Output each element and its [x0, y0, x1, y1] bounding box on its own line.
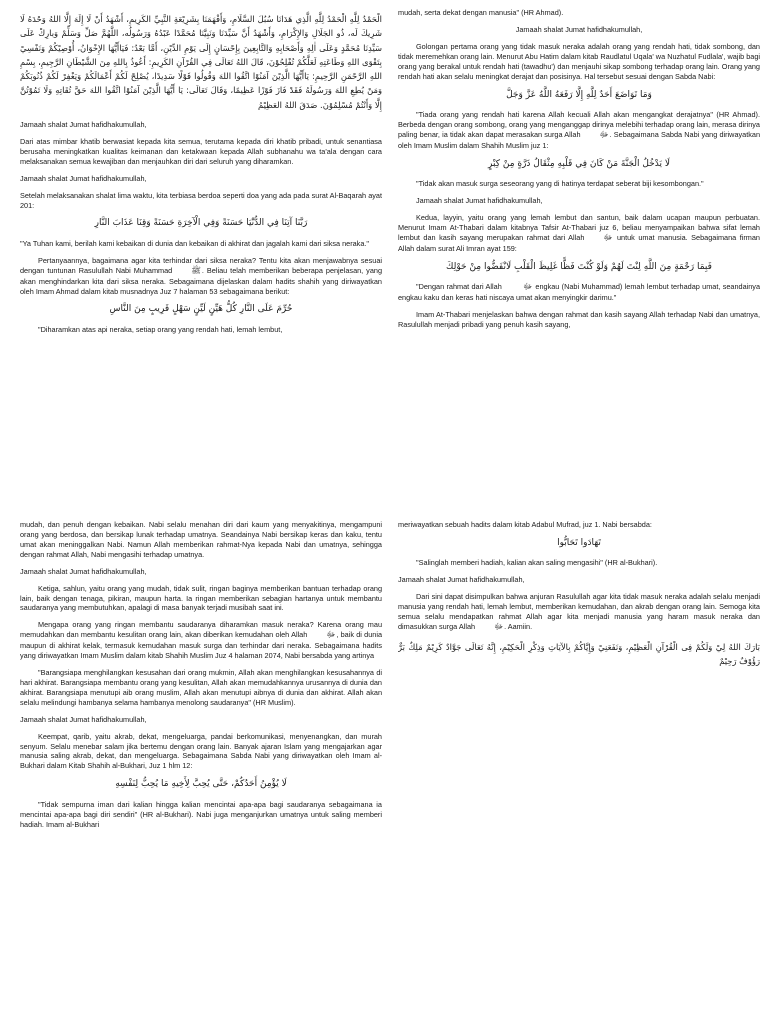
greeting: Jamaah shalat Jumat hafidhakumullah,: [20, 173, 147, 183]
paragraph: [20, 256, 382, 297]
swt-symbol: ﷻ: [326, 630, 336, 640]
paragraph-text: untuk umat manusia. Sebagaimana firman Allah dalam surat Ali Imran ayat 159:: [398, 232, 760, 253]
page-bottom-right: [398, 520, 760, 1016]
paragraph: meriwayatkan sebuah hadits dalam kitab Adabul Mufrad, juz 1. Nabi bersabda:: [398, 520, 652, 529]
arabic-hadith: تَهَادَوا تَحَابُّوا: [557, 537, 601, 548]
quote-translation: "Barangsiapa menghilangkan kesusahan dari orang mukmin, Allah akan menghilangkan kesusahannya di hari akhirat. Barangsiapa membantu orang yang kesulitan, Allah akan memudahkannya urusannya di dunia dan akhirat. Barangsiapa menutupi aib orang muslim, Allah akan menutupi aibnya di dunia dan akhirat. Allah akan selalu melindungi hambanya selama hambanya menolong saudaranya" (HR Muslim).: [20, 668, 382, 707]
paragraph: Golongan pertama orang yang tidak masuk neraka adalah orang yang rendah hati, tidak sombong, dan tidak meremehkan orang lain. Menurut Abu Hatim dalam kitab Raudlatul Uqala' wa Nuzhatul Fudlala', wajib bagi orang yang berakal untuk rendah hati (tawadhu') dan menjauhi sikap sombong terhadap orang lain. Orang yang rendah hati akan selalu meningkat derajat dan posisinya. Hal tersebut sesuai dengan Sabda Nabi:: [398, 41, 760, 81]
paragraph: Ketiga, sahlun, yaitu orang yang mudah, tidak sulit, ringan baginya memberikan bantuan terhadap orang lain, baik dengan tenaga, pikiran, maupun harta. Ia ringan memberikan sebagian hartanya untuk membantu saudaranya yang membutuhkan, apalagi di masa banyak terjadi musibah saat ini.: [20, 583, 382, 613]
paragraph-text: Mengapa orang yang ringan membantu saudaranya diharamkan masuk neraka? Karena orang mau memudahkan dan membantu kesulitan orang lain, akan diberikan kemudahan oleh Allah: [20, 620, 382, 640]
paragraph: [20, 620, 382, 661]
greeting: Jamaah shalat Jumat hafidhakumullah,: [20, 119, 147, 129]
arabic-hadith: لَا يُؤْمِنُ أَحَدُكُمْ، حَتَّى يُحِبَّ لِأَخِيهِ مَا يُحِبُّ لِنَفْسِهِ: [115, 779, 287, 790]
quote-translation: "Ya Tuhan kami, berilah kami kebaikan di dunia dan kebaikan di akhirat dan jagalah kami dari siksa neraka.": [20, 238, 370, 248]
quote-translation: [398, 110, 760, 151]
paragraph: [398, 213, 760, 254]
page-top-right: [398, 8, 760, 498]
paragraph: mudah, serta dekat dengan manusia" (HR Ahmad).: [398, 8, 564, 17]
swt-symbol: ﷻ: [494, 622, 504, 632]
paragraph: Imam At-Thabari menjelaskan bahwa dengan rahmat dan kasih sayang Allah terhadap Nabi dan umatnya, Rasulullah menjadi pribadi yang penuh kasih sayang,: [398, 309, 760, 329]
paragraph: Dari atas mimbar khatib berwasiat kepada kita semua, terutama kepada diri khatib pribadi, untuk senantiasa berusaha meningkatkan kualitas keimanan dan ketakwaan kepada Allah subhanahu wa ta'ala dengan cara melaksanakan semua kewajiban dan menjauhkan diri dari seluruh yang diharamkan.: [20, 136, 382, 166]
arabic-ayat: فَبِمَا رَحْمَةٍ مِنَ اللَّهِ لِنْتَ لَهُمْ وَلَوْ كُنْتَ فَظًّا غَلِيظَ الْقَلْبِ لَانْفَضُّوا مِنْ حَوْلِكَ: [446, 261, 712, 272]
quote-translation: "Diharamkan atas api neraka, setiap orang yang rendah hati, lemah lembut,: [38, 324, 283, 334]
page-bottom-left: [20, 520, 382, 1016]
paragraph-text: . Aamiin.: [504, 622, 533, 632]
arabic-opening: الْحَمْدُ لِلَّهِ الْحَمْدُ لِلَّهِ الَّذِي هَدَانَا سُبُلَ السَّلَامِ، وَأَفْهَمَنَا بِشَرِيْعَةِ النَّبِيِّ الكَرِيمِ، أَشْهَدُ أَنْ لَا إِلَهَ إِلَّا اللهُ وَحْدَهُ لَا شَرِيكَ لَه، ذُو الجَلَالِ وَالإِكْرَامِ، وَأَشْهَدُ أَنَّ سَيِّدَنَا وَنَبِيَّنَا مُحَمَّدًا عَبْدُهُ وَرَسُولُه، اللَّهُمَّ صَلِّ وَسَلِّمْ وَبارِكْ عَلَى سَيِّدِنَا مُحَمَّدٍ وَعَلَى اٰلِهِ وَأَصْحَابِهِ وَالتَّابِعِينَ بِإِحْسَانٍ إِلَى يَوْمِ الدِّيْنِ، أَمَّا بَعْدُ: فَيَاأَيُّهَا الإِخْوَانُ، أُوْصِيْكُمْ وَنَفْسِيْ بِتَقْوَى اللهِ وَطَاعَتِهِ لَعَلَّكُمْ تُفْلِحُوْنَ، قَالَ اللهُ تَعَالَى فِي القُرْآنِ الكَرِيمِ: أَعُوذُ بِاللهِ مِنَ الشَّيْطَانِ الرَّجِيمِ، بِسْمِ اللهِ الرَّحْمَنِ الرَّحِيمِ: يَاأَيُّهَا الَّذِيْنَ آمَنُوْا اتَّقُوا اللهَ وَقُولُوا قَوْلًا سَدِيدًا، يُصْلِحْ لَكُمْ أَعْمَالَكُمْ وَيَغْفِرْ لَكُمْ ذُنُوبَكُمْ وَمَنْ يُطِعِ اللهَ وَرَسُولَهُ فَقَدْ فَازَ فَوْزًا عَظِيمًا، وَقَالَ تَعَالَى: يَا أَيُّهَا الَّذِيْنَ آمَنُوْا اتَّقُوا اللهَ حَقَّ تُقَاتِهِ وَلَا تَمُوْتُنَّ إِلَّا وَأَنْتُمْ مُسْلِمُوْنَ. صَدَقَ اللهُ العَظِيْمُ: [20, 14, 382, 110]
quote-translation: [398, 282, 760, 303]
paragraph-text: "Tiada orang yang rendah hati karena Allah kecuali Allah akan mengangkat derajatnya" (HR Ahmad). Berbeda dengan orang sombong, orang yang menganggap dirinya melebihi terhadap orang lain, merasa dirinya paling benar, ia tidak akan dapat merasakan surga Allah: [398, 110, 760, 139]
paragraph-text: engkau (Nabi Muhammad) lemah lembut terhadap umat, seandainya engkau kaku dan keras hati niscaya umat akan menyingkir darimu.": [398, 282, 760, 303]
greeting: Jamaah shalat Jumat hafidhakumullah,: [416, 196, 543, 206]
paragraph-text: . Sebagaimana Sabda Nabi yang diriwayatkan oleh Imam Muslim dalam Shahih Muslim juz 1:: [398, 129, 760, 150]
paragraph-text: , baik di dunia maupun di akhirat kelak, termasuk kemudahan masuk surga dan terhindar dari neraka. Sebagaimana hadits yang diriwayatkan Imam Muslim dalam kitab Shahih Muslim Juz 4 halaman 2074, Nabi bersabda yang artinya: [20, 630, 382, 661]
quote-translation: "Tidak sempurna iman dari kalian hingga kalian mencintai apa-apa bagi saudaranya sebagaimana ia mencintai apa-apa bagi diri sendiri" (HR al-Bukhari). Nabi juga menganjurkan umatnya untuk saling memberi hadiah. Imam al-Bukhari: [20, 799, 382, 829]
paragraph-text: Pertanyaannya, bagaimana agar kita terhindar dari siksa neraka? Tentu kita akan menjawabnya sesuai dengan tuntunan Rasulullah Nabi Muhammad: [20, 255, 382, 275]
arabic-hadith: لَا يَدْخُلُ الْجَنَّةَ مَنْ كَانَ فِي قَلْبِهِ مِثْقَالُ ذَرَّةٍ مِنْ كِبْرٍ: [488, 158, 670, 169]
paragraph-text: Dari sini dapat disimpulkan bahwa anjuran Rasulullah agar kita tidak masuk neraka adalah selalu menjadi manusia yang rendah hati, lemah lembut, memberikan kemudahan, dan akrab dengan orang lain. Semoga kita semua selalu mendapatkan rahmat Allah agar kita menjadi manusia yang haram masuk neraka dan dimasukkan surga Allah: [398, 592, 760, 632]
greeting: Jamaah shalat Jumat hafidhakumullah,: [398, 575, 525, 585]
paragraph-text: . Beliau telah memberikan beberapa penjelasan, yang akan menghindarkan kita dari siksa neraka. Sebagaimana dijelaskan dalam hadits shahih yang diriwayatkan oleh Imam Ahmad dalam kitab musnadnya Juz 7 halaman 53 sebagaimana berikut:: [20, 265, 382, 296]
paragraph-text: Kedua, layyin, yaitu orang yang lemah lembut dan santun, baik dalam ucapan maupun perbuatan. Menurut Imam At-Thabari dalam kitabnya Tafsir At-Thabari juz 6, beliau menyampaikan bahwa sifat lemah lembut dan kasih sayang merupakan rahmat dari Allah: [398, 213, 760, 242]
arabic-closing: بَارَكَ اللهُ لِيْ وَلَكُمْ فِى الْقُرْآنِ الْعَظِيْمِ، وَنَفَعَنِيْ وَإِيَّاكُمْ بِالآيَاتِ وَذِكْرِ الْحَكِيْمِ، إِنَّهُ تَعَالَى جَوَّادٌ كَرِيْمٌ مَلِكٌ بَرٌّ رَؤُوْفٌ رَحِيْمٌ: [398, 641, 760, 667]
arabic-hadith: وَمَا تَوَاضَعَ أَحَدٌ لِلَّهِ إِلَّا رَفَعَهُ اللَّهُ عَزَّ وَجَلَّ: [506, 89, 652, 100]
paragraph-text: "Dengan rahmat dari Allah: [416, 282, 502, 292]
paragraph: Setelah melaksanakan shalat lima waktu, kita terbiasa berdoa seperti doa yang ada pada surat Al-Baqarah ayat 201:: [20, 190, 382, 210]
greeting: Jamaah shalat Jumat hafidhakumullah,: [515, 24, 643, 34]
swt-symbol: ﷻ: [599, 129, 609, 139]
page-top-left: [20, 8, 382, 498]
arabic-hadith: حُرِّمَ عَلَى النَّارِ كُلُّ هَيِّنٍ لَيِّنٍ سَهْلٍ قَرِيبٍ مِنَ النَّاسِ: [109, 304, 293, 315]
swt-symbol: ﷻ: [523, 282, 533, 292]
greeting: Jamaah shalat Jumat hafidhakumullah,: [20, 566, 147, 576]
arabic-doa: رَبَّنَا آتِنَا فِي الدُّنْيَا حَسَنَةً وَفِي الْآخِرَةِ حَسَنَةً وَقِنَا عَذَابَ النَّارِ: [94, 218, 308, 229]
greeting: Jamaah shalat Jumat hafidhakumullah,: [20, 714, 147, 724]
quote-translation: "Salinglah memberi hadiah, kalian akan saling mengasihi" (HR al-Bukhari).: [416, 558, 658, 568]
paragraph: mudah, dan penuh dengan kebaikan. Nabi selalu menahan diri dari kaum yang menyakitinya, mengampuni orang yang berdosa, dan bersikap lunak terhadap umatnya. Seandainya Nabi bersikap keras dan kaku, tentu umat akan meninggalkan Nabi. Namun Allah memberikan rahmat-Nya kepada Nabi dan umatnya, sehingga dengan rahmat Allah, Nabi mengasihi terhadap umatnya.: [20, 520, 382, 559]
paragraph: Keempat, qarib, yaitu akrab, dekat, mengeluarga, pandai berkomunikasi, menyenangkan, dan murah senyum. Selalu menebar salam jika bertemu dengan orang lain. Banyak ajaran Islam yang mengajarkan agar manusia saling akrab, dekat, dan mengeluarga. Sebagaimana Sabda Nabi yang diriwayatkan oleh Imam al-Bukhari dalam Kitab Shahih al-Bukhari, Juz 1 hlm 12:: [20, 731, 382, 771]
paragraph: [398, 592, 760, 633]
saw-symbol: ﷺ: [191, 265, 201, 275]
quote-translation: "Tidak akan masuk surga seseorang yang di hatinya terdapat seberat biji kesombongan.": [416, 179, 704, 189]
swt-symbol: ﷻ: [603, 232, 613, 242]
